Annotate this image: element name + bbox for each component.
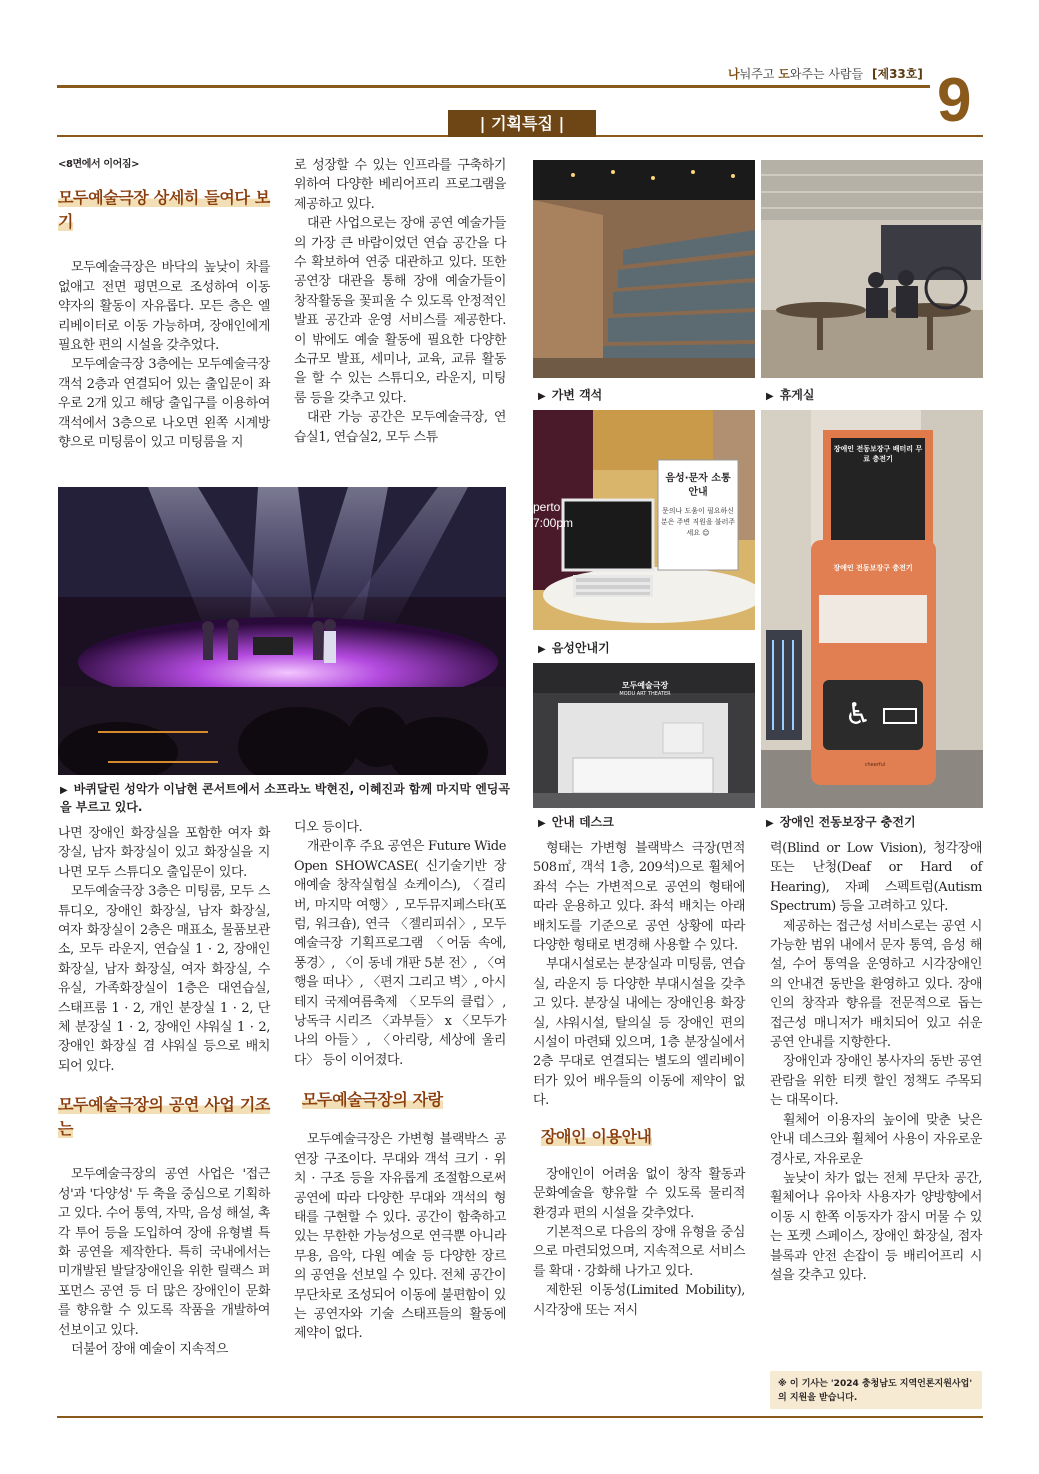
paragraph: 높낮이 차가 없는 전체 무단차 공간, 휠체어나 유아차 사용자가 양방향에서 이동 시 한쪽 이동자가 잠시 머물 수 있는 포켓 스페이스, 장애인 화장실, 점자 블록과 안전 손잡이 등 배리어프리 시설을 갖추고 있다.: [770, 1170, 982, 1283]
caption-lounge: ▶ 휴게실: [766, 388, 815, 402]
paragraph: 장애인이 어려움 없이 창작 활동과 문화예술을 향유할 수 있도록 물리적 환경과 편의 시설을 갖추었다.: [533, 1166, 745, 1221]
paragraph: 대관 가능 공간은 모두예술극장, 연습실1, 연습실2, 모두 스튜: [294, 410, 506, 445]
paragraph: 기본적으로 다음의 장애 유형을 중심으로 마련되었으며, 지속적으로 서비스를 확대 · 강화해 나가고 있다.: [533, 1224, 745, 1279]
charger-photo: [761, 410, 983, 808]
paragraph: 로 성장할 수 있는 인프라를 구축하기 위하여 다양한 베리어프리 프로그램을 제공하고 있다.: [294, 158, 506, 212]
desk-photo: [533, 663, 755, 808]
paragraph: 디오 등이다.: [294, 820, 363, 835]
paragraph: 형태는 가변형 블랙박스 극장(면적 508㎡, 객석 1층, 209석)으로 휠체어 좌석 수는 가변적으로 공연의 형태에 따라 운용하고 있다. 좌석 배치는 아래 배치도를 기준으로 공연 상황에 따라 다양한 형태로 변경해 사용할 수 있다.: [533, 841, 745, 954]
triangle-icon: ▶: [538, 818, 546, 829]
paragraph: 제한된 이동성(Limited Mobility), 시각장애 또는 저시: [533, 1283, 745, 1318]
column-5: [533, 839, 745, 1320]
paragraph: 모두예술극장은 가변형 블랙박스 공연장 구조이다. 무대와 객석 크기 · 위치 · 구조 등을 자유롭게 조절함으로써 공연에 따라 다양한 무대와 객석의 형태를 구현할 수 있다. 공간이 함축하고 있는 무한한 가능성으로 연극뿐 아니라 무용, 음악, 다원 예술 등 다양한 장르의 공연을 선보일 수 있다. 전체 공간이 무단차로 조성되어 이동에 불편함이 있는 공연자와 기술 스태프들의 활동에 제약이 없다.: [294, 1132, 506, 1342]
caption-desk: ▶ 안내 데스크: [538, 815, 614, 829]
column-1: [58, 155, 270, 452]
seats-photo: [533, 160, 755, 378]
caption-seats: ▶ 가변 객석: [538, 388, 603, 402]
paragraph: 제공하는 접근성 서비스로는 공연 시 가능한 범위 내에서 문자 통역, 음성 해설, 수어 통역을 운영하고 시각장애인의 안내견 동반을 환영하고 있다. 장애인의 창작과 향유를 전문적으로 돕는 접근성 매니저가 배치되어 있고 쉬운 공연 안내를 지향한다.: [770, 918, 982, 1051]
header-slogan: 나눠주고 도와주는 사람들: [728, 67, 864, 81]
paragraph: 력(Blind or Low Vision), 청각장애 또는 난청(Deaf or Hard of Hearing), 자폐 스펙트럼(Autism Spectrum) 등을 고려하고 있다.: [770, 841, 982, 915]
caption-charger: ▶ 장애인 전동보장구 충전기: [766, 815, 916, 829]
paragraph: 나면 장애인 화장실을 포함한 여자 화장실, 남자 화장실이 있고 화장실을 지나면 모두 스튜디오 출입문이 있다.: [58, 826, 270, 880]
continued-label: <8면에서 이어짐>: [58, 159, 140, 170]
column-3: [58, 824, 270, 1359]
paragraph: 대관 사업으로는 장애 공연 예술가들의 가장 큰 바람이었던 연습 공간을 다수 확보하여 연중 대관하고 있다. 또한 공연장 대관을 통해 장애 예술가들이 창작활동을 꽃피울 수 있도록 안정적인 발표 공간과 운영 서비스를 제공한다. 이 밖에도 예술 활동에 필요한 다양한 소규모 발표, 세미나, 교육, 교류 활동을 할 수 있는 스튜디오, 라운지, 미팅룸 등을 갖추고 있다.: [294, 216, 506, 406]
triangle-icon: ▶: [538, 391, 546, 402]
paragraph: 모두예술극장 3층에는 모두예술극장 객석 2층과 연결되어 있는 출입문이 좌우로 2개 있고 해당 출입구를 이용하여 객석에서 3층으로 나오면 왼쪽 시계방향으로 미팅룸이 있고 미팅룸을 지: [58, 357, 270, 451]
section-tag: | 기획특집 |: [448, 110, 596, 137]
wheelchair-icon: ♿: [844, 697, 872, 732]
section-heading: 모두예술극장 상세히 들여다 보기: [58, 188, 270, 232]
sign-body: 문의나 도움이 필요하신 분은 주변 직원을 불러주세요 ☺: [660, 507, 736, 537]
voice-guide-photo: [533, 410, 755, 630]
paragraph: 더불어 장애 예술이 지속적으: [71, 1341, 229, 1357]
section-heading: 모두예술극장의 자랑: [302, 1090, 443, 1110]
charger-notice-title: 장애인 전동보장구 배터리 무료 충전기: [833, 445, 923, 463]
caption-concert: ▶ 바퀴달린 성악가 이남현 콘서트에서 소프라노 박현진, 이혜진과 함께 마지막 엔딩곡을 부르고 있다.: [60, 782, 510, 814]
paragraph: 모두예술극장은 바닥의 높낮이 차를 없애고 전면 평면으로 조성하여 이동 약자의 활동이 자유롭다. 모든 층은 엘리베이터로 이동 가능하며, 장애인에게 필요한 편의 시설을 갖추었다.: [58, 260, 270, 354]
triangle-icon: ▶: [766, 391, 774, 402]
footer-rule: [57, 1416, 983, 1418]
column-4: [294, 818, 506, 1344]
lounge-photo: [761, 160, 983, 378]
caption-voice-guide: ▶ 음성안내기: [538, 641, 610, 655]
desk-sign-en: MODU ART THEATER: [619, 691, 671, 697]
triangle-icon: ▶: [60, 785, 68, 796]
sign-title: 음성·문자 소통 안내: [665, 473, 731, 498]
battery-icon: [883, 708, 917, 724]
column-2: [294, 156, 506, 447]
section-heading: 장애인 이용안내: [541, 1126, 652, 1146]
paragraph: 휠체어 이용자의 높이에 맞춘 낮은 안내 데스크와 휠체어 사용이 자유로운 경사로, 자유로운: [770, 1112, 982, 1167]
page-number: 9: [937, 66, 972, 135]
poster-time: 7:00pm: [533, 516, 574, 530]
paragraph: 장애인과 장애인 봉사자의 동반 공연 관람을 위한 티켓 할인 정책도 주목되는 대목이다.: [770, 1054, 982, 1109]
triangle-icon: ▶: [538, 644, 546, 655]
charger-label: 장애인 전동보장구 충전기: [833, 564, 913, 572]
paragraph: 모두예술극장의 공연 사업은 '접근성'과 '다양성' 두 축을 중심으로 기획하고 있다. 수어 통역, 자막, 음성 해설, 촉각 투어 등을 도입하여 장애 유형별 특화 공연을 제작한다. 특히 국내에서는 미개발된 발달장애인을 위한 릴랙스 퍼포먼스 공연 등 더 많은 장애인이 문화를 향유할 수 있도록 작품을 개발하여 선보이고 있다.: [58, 1167, 270, 1338]
triangle-icon: ▶: [766, 818, 774, 829]
header-rule: [57, 85, 930, 88]
paragraph: 모두예술극장 3층은 미팅룸, 모두 스튜디오, 장애인 화장실, 남자 화장실, 여자 화장실이 2층은 매표소, 물품보관소, 모두 라운지, 연습실 1 · 2, 장애인 화장실, 남자 화장실, 여자 화장실, 수유실, 가족화장실이 1층은 대연습실, 스태프룸 1 · 2, 개인 분장실 1 · 2, 단체 분장실 1 · 2, 장애인 샤워실 1 · 2, 장애인 화장실 겸 샤워실 등으로 배치되어 있다.: [58, 884, 270, 1074]
desk-sign: 모두예술극장: [621, 681, 669, 690]
poster-text: perto: [533, 500, 561, 514]
paragraph: 개관이후 주요 공연은 Future Wide Open SHOWCASE( 신기술기반 장애예술 창작실험실 쇼케이스), 〈걸리버, 마지막 여행〉, 모두뮤지페스타(포럼, 워크숍), 연극 〈젤리피쉬〉, 모두예술극장 기획프로그램 〈어둠 속에, 풍경〉, 〈이 동네 개판 5분 전〉, 〈여행을 떠나〉, 〈편지 그리고 벽〉, 아시테지 국제여름축제 〈모두의 클럽〉, 낭독극 시리즈 〈과부들〉 x 〈모두가 나의 아들〉, 〈아리랑, 세상에 울리다〉 등이 이어졌다.: [294, 839, 506, 1068]
charger-brand: cheerful: [864, 762, 886, 768]
column-6: [770, 839, 982, 1285]
sponsor-note: ※ 이 기사는 '2024 충청남도 지역언론지원사업' 의 지원을 받습니다.: [770, 1371, 982, 1409]
issue-number: [제33호]: [872, 67, 923, 81]
concert-photo: [58, 487, 506, 775]
paragraph: 부대시설로는 분장실과 미팅룸, 연습실, 라운지 등 다양한 부대시설을 갖추고 있다. 분장실 내에는 장애인용 화장실, 샤워시설, 탈의실 등 장애인 편의 시설이 마련돼 있으며, 1층 분장실에서 2층 무대로 연결되는 별도의 엘리베이터가 있어 배우들의 이동에 제약이 없다.: [533, 957, 745, 1109]
section-heading: 모두예술극장의 공연 사업 기조는: [58, 1095, 270, 1139]
